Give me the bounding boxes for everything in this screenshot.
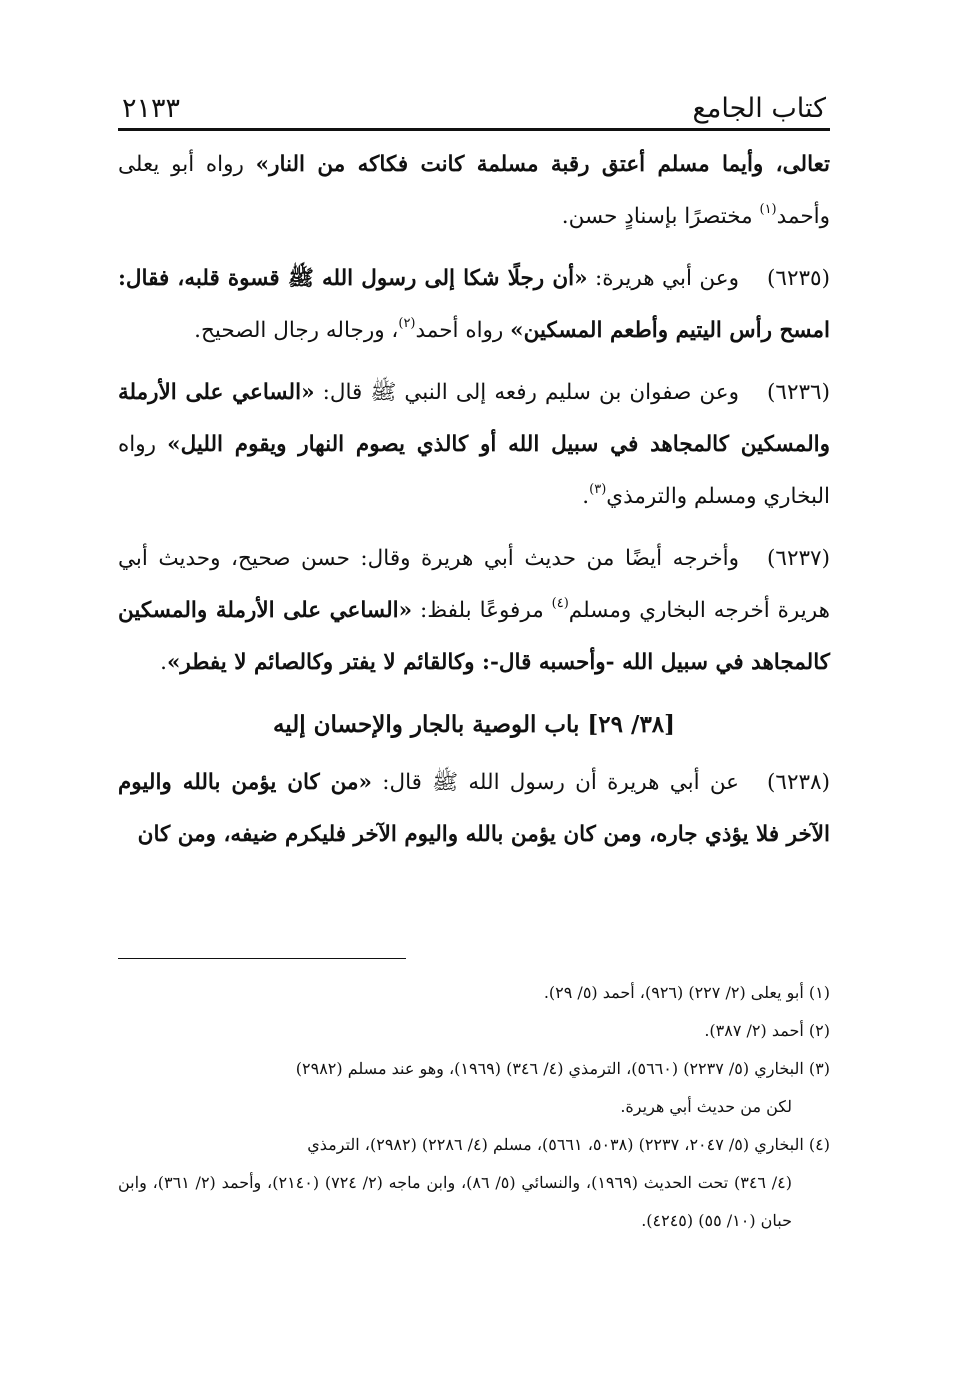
- grading-text: ، ورجاله رجال الصحيح.: [194, 318, 399, 343]
- hadith-quote: «الساعي على الأرملة والمسكين كالمجاهد في سبيل الله -وأحسبه قال-: وكالقائم لا يفتر وكالصائم لا يفطر»: [118, 598, 830, 675]
- running-head: كتاب الجامع: [692, 93, 826, 124]
- footnote-text: (٤) البخاري (٥/ ٢٠٤٧، ٢٢٣٧) (٥٠٣٨، ٥٦٦١)، مسلم (٤/ ٢٢٨٦) (٢٩٨٢)، الترمذي: [307, 1135, 830, 1154]
- footnote-2: [118, 1012, 830, 1050]
- footnote-text: (٣) البخاري (٥/ ٢٢٣٧) (٥٦٦٠)، الترمذي (٤/ ٣٤٦) (١٩٦٩)، وهو عند مسلم (٢٩٨٢): [295, 1059, 830, 1078]
- footnote-ref: (٣): [589, 481, 607, 497]
- hadith-quote: «الساعي على الأرملة والمسكين كالمجاهد في سبيل الله أو كالذي يصوم النهار ويقوم الليل»: [118, 380, 830, 457]
- narration-text: مرفوعًا بلفظ:: [412, 598, 552, 623]
- footnote-text: (١) أبو يعلى (٢/ ٢٢٧) (٩٢٦)، أحمد (٥/ ٢٩).: [543, 983, 830, 1002]
- footnote-text: (٢) أحمد (٢/ ٣٨٧).: [704, 1021, 830, 1040]
- grading-text: .: [582, 484, 590, 509]
- hadith-6236: [118, 367, 830, 523]
- grading-text: .: [160, 650, 167, 675]
- grading-text: مختصرًا بإسنادٍ حسن.: [561, 204, 760, 229]
- hadith-quote: «من كان يؤمن بالله واليوم الآخر فلا يؤذي جاره، ومن كان يؤمن بالله واليوم الآخر فليكرم ضيفه، ومن كان: [118, 770, 830, 847]
- chapter-title: [٣٨/ ٢٩] باب الوصية بالجار والإحسان إليه: [272, 711, 676, 738]
- footnote-ref: (٤): [551, 595, 569, 611]
- hadith-quote: تعالى، وأيما مسلم أعتق رقبة مسلمة كانت فكاكه من النار»: [255, 152, 830, 177]
- footnote-continuation: (٤/ ٣٤٦) تحت الحديث (١٩٦٩)، والنسائي (٥/ ٨٦)، وابن ماجه (٢/ ٧٢٤) (٢١٤٠)، وأحمد (٢/ ٣٦١)، وابن حبان (١٠/ ٥٥) (٤٢٤٥).: [118, 1173, 793, 1230]
- footnotes: [118, 974, 830, 1240]
- page-header: [118, 78, 830, 131]
- paragraph-continuation: [118, 139, 830, 243]
- footnote-4: [118, 1126, 830, 1240]
- footnote-ref: (٢): [398, 315, 416, 331]
- hadith-quote: «أن رجلًا شكا إلى رسول الله ﷺ قسوة قلبه، فقال: امسح رأس اليتيم وأطعم المسكين»: [118, 266, 830, 343]
- footnote-continuation: لكن من حديث أبي هريرة.: [620, 1097, 792, 1116]
- isnad-text: وعن أبي هريرة:: [587, 266, 740, 291]
- hadith-6238: [118, 757, 830, 861]
- footnote-3: [118, 1050, 830, 1126]
- narration-text: رواه أحمد: [415, 318, 511, 343]
- page-number: ٢١٣٣: [122, 93, 181, 124]
- hadith-number: (٦٢٣٧): [767, 546, 830, 571]
- main-text: [118, 139, 830, 861]
- book-page: [118, 78, 830, 1230]
- footnote-1: [118, 974, 830, 1012]
- hadith-number: (٦٢٣٥): [767, 266, 830, 291]
- isnad-text: وأخرجه أيضًا من حديث أبي هريرة وقال: حسن صحيح، وحديث أبي هريرة أخرجه البخاري ومسلم: [118, 546, 830, 623]
- hadith-number: (٦٢٣٦): [767, 380, 830, 405]
- footnote-separator: [118, 958, 406, 959]
- hadith-6237: [118, 533, 830, 689]
- isnad-text: عن أبي هريرة أن رسول الله ﷺ قال:: [371, 770, 740, 795]
- narration-text: رواه البخاري ومسلم والترمذي: [118, 432, 830, 509]
- narration-text: رواه أبو يعلى وأحمد: [118, 152, 830, 229]
- isnad-text: وعن صفوان بن سليم رفعه إلى النبي ﷺ قال:: [314, 380, 740, 405]
- hadith-6235: [118, 253, 830, 357]
- footnote-ref: (١): [759, 201, 777, 217]
- hadith-number: (٦٢٣٨): [767, 770, 830, 795]
